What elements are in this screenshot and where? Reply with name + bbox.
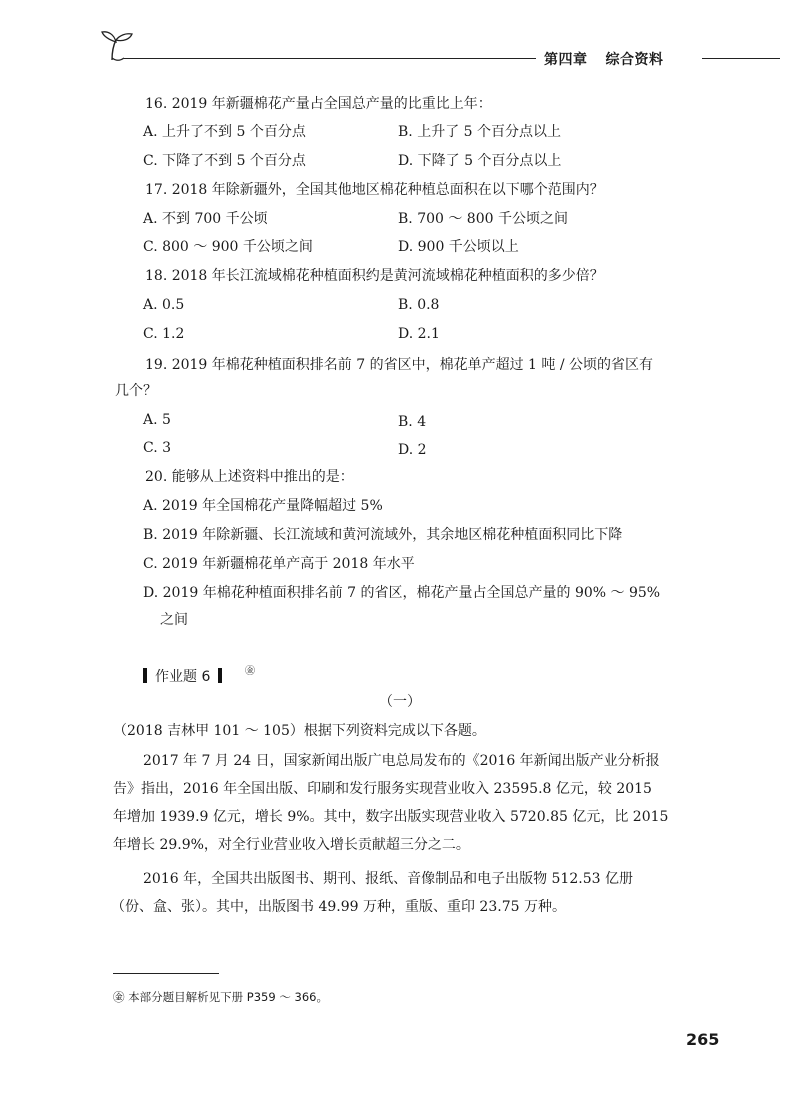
q17-option-a: A. 不到 700 千公顷: [143, 211, 268, 227]
footnote-marker-icon: ㊎: [245, 666, 255, 677]
q17-option-b: B. 700 ～ 800 千公顷之间: [398, 211, 568, 227]
q17-option-d: D. 900 千公顷以上: [398, 239, 519, 255]
header-rule-left: [124, 58, 536, 59]
q16-option-d: D. 下降了 5 个百分点以上: [398, 153, 562, 169]
q16-option-b: B. 上升了 5 个百分点以上: [398, 124, 561, 140]
paragraph1-line1: 2017 年 7 月 24 日，国家新闻出版广电总局发布的《2016 年新闻出版产业分析报: [143, 753, 660, 769]
q18-option-b: B. 0.8: [398, 297, 440, 313]
paragraph1-line3: 年增加 1939.9 亿元，增长 9%。其中，数字出版实现营业收入 5720.85 亿元，比 2015: [113, 809, 669, 825]
heading-bar-left: [143, 668, 147, 683]
q16-stem: 16. 2019 年新疆棉花产量占全国总产量的比重比上年：: [145, 96, 492, 112]
q17-option-c: C. 800 ～ 900 千公顷之间: [143, 239, 313, 255]
paragraph1-line4: 年增长 29.9%，对全行业营业收入增长贡献超三分之二。: [113, 837, 470, 853]
q20-option-c: C. 2019 年新疆棉花单产高于 2018 年水平: [143, 556, 415, 572]
q18-option-a: A. 0.5: [143, 297, 185, 313]
footnote-rule: [113, 973, 219, 974]
q18-option-d: D. 2.1: [398, 326, 440, 342]
heading-bar-right: [218, 668, 222, 683]
q19-stem-line1: 19. 2019 年棉花种植面积排名前 7 的省区中，棉花单产超过 1 吨 / 公顷的省区有: [145, 357, 654, 373]
chapter-heading: [544, 49, 664, 69]
paragraph2-line2: （份、盒、张）。其中，出版图书 49.99 万种，重版、重印 23.75 万种。: [111, 899, 566, 915]
q19-option-d: D. 2: [398, 442, 427, 458]
section-number: （一）: [379, 694, 421, 710]
q20-option-d-line1: D. 2019 年棉花种植面积排名前 7 的省区，棉花产量占全国总产量的 90% ～ 95%: [143, 585, 661, 601]
q19-option-b: B. 4: [398, 414, 427, 430]
page-header: [100, 28, 790, 68]
section-intro: （2018 吉林甲 101 ～ 105）根据下列资料完成以下各题。: [113, 723, 486, 739]
chapter-number: 第四章: [544, 52, 588, 68]
q19-stem-line2: 几个？: [115, 383, 157, 399]
homework-heading: [143, 666, 230, 688]
homework-label: 作业题 6: [155, 669, 211, 685]
footnote: ㊎ 本部分题目解析见下册 P359 ～ 366。: [113, 990, 328, 1004]
q17-stem: 17. 2018 年除新疆外，全国其他地区棉花种植总面积在以下哪个范围内？: [145, 182, 604, 198]
chapter-title: 综合资料: [605, 52, 664, 68]
paragraph2-line1: 2016 年，全国共出版图书、期刊、报纸、音像制品和电子出版物 512.53 亿册: [143, 871, 633, 887]
q18-option-c: C. 1.2: [143, 326, 185, 342]
paragraph1-line2: 告》指出，2016 年全国出版、印刷和发行服务实现营业收入 23595.8 亿元，较 2015: [113, 781, 652, 797]
q20-option-a: A. 2019 年全国棉花产量降幅超过 5%: [143, 498, 383, 514]
q20-option-b: B. 2019 年除新疆、长江流域和黄河流域外，其余地区棉花种植面积同比下降: [143, 527, 623, 543]
page-number: 265: [686, 1030, 720, 1049]
q18-stem: 18. 2018 年长江流域棉花种植面积约是黄河流域棉花种植面积的多少倍？: [145, 268, 604, 284]
header-rule-right: [702, 58, 780, 59]
q20-stem: 20. 能够从上述资料中推出的是：: [145, 469, 354, 485]
q20-option-d-line2: 之间: [160, 612, 188, 628]
q16-option-a: A. 上升了不到 5 个百分点: [143, 124, 306, 140]
q16-option-c: C. 下降了不到 5 个百分点: [143, 153, 306, 169]
q19-option-a: A. 5: [143, 412, 171, 428]
q19-option-c: C. 3: [143, 440, 172, 456]
